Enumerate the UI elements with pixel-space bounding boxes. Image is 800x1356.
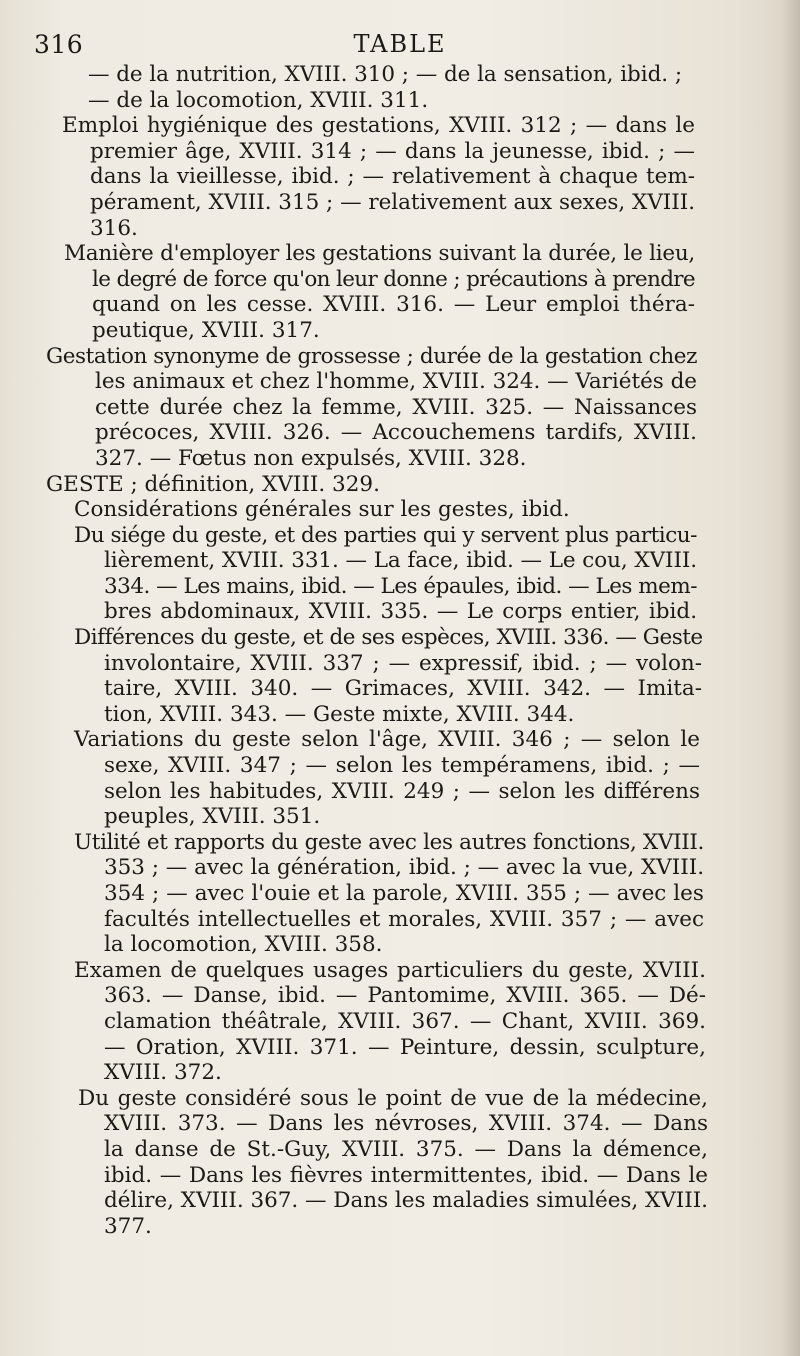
text-line-content: XVIII. 372. <box>104 1060 222 1086</box>
text-line <box>0 983 800 1009</box>
text-line-content: Variations du geste selon l'âge, XVIII. 346 ; — selon le <box>74 727 701 753</box>
text-line <box>0 753 800 779</box>
text-line <box>0 62 800 88</box>
text-line <box>0 1035 800 1061</box>
text-line <box>0 830 800 856</box>
text-line-content: GESTE ; définition, XVIII. 329. <box>46 471 380 497</box>
text-line <box>0 344 800 370</box>
text-line <box>0 574 800 600</box>
text-line <box>0 958 800 984</box>
text-line-content: tion, XVIII. 343. — Geste mixte, XVIII. 344. <box>104 701 575 727</box>
text-line-content: 354 ; — avec l'ouie et la parole, XVIII. 355 ; — avec les <box>104 881 704 906</box>
text-line-content: Du siége du geste, et des parties qui y servent plus particu- <box>74 522 697 548</box>
text-line-content: le degré de force qu'on leur donne ; précautions à prendre <box>92 266 695 292</box>
text-line <box>0 420 800 446</box>
text-line <box>0 446 800 472</box>
text-line <box>0 1111 800 1137</box>
text-line <box>0 625 800 651</box>
text-line <box>0 523 800 549</box>
text-line-content: premier âge, XVIII. 314 ; — dans la jeunesse, ibid. ; — <box>90 138 696 164</box>
text-line-content: Emploi hygiénique des gestations, XVIII. 312 ; — dans le <box>62 113 695 139</box>
text-line <box>0 216 800 242</box>
text-line-content: la locomotion, XVIII. 358. <box>104 932 383 958</box>
text-line-content: ibid. — Dans les fièvres intermittentes, ibid. — Dans le <box>104 1162 708 1188</box>
page-title: TABLE <box>353 30 447 58</box>
text-line <box>0 702 800 728</box>
text-line-content: Considérations générales sur les gestes, ibid. <box>74 497 570 523</box>
text-line-content: Différences du geste, et de ses espèces, XVIII. 336. — Geste <box>74 625 703 651</box>
text-line <box>0 1137 800 1163</box>
text-line <box>0 113 800 139</box>
text-line-content: — Oration, XVIII. 371. — Peinture, dessin, sculpture, <box>104 1034 706 1060</box>
text-line <box>0 318 800 344</box>
text-line-content: Examen de quelques usages particuliers du geste, XVIII. <box>74 957 706 983</box>
text-line <box>0 779 800 805</box>
text-line <box>0 1009 800 1035</box>
text-line <box>0 676 800 702</box>
text-line <box>0 1188 800 1214</box>
text-line-content: 327. — Fœtus non expulsés, XVIII. 328. <box>95 445 527 471</box>
text-line-content: peutique, XVIII. 317. <box>92 317 320 343</box>
text-line-content: 377. <box>104 1213 152 1239</box>
text-line <box>0 1214 800 1240</box>
text-line <box>0 164 800 190</box>
text-line <box>0 727 800 753</box>
text-line-content: selon les habitudes, XVIII. 249 ; — selon les différens <box>104 778 700 804</box>
text-line-content: XVIII. 373. — Dans les névroses, XVIII. 374. — Dans <box>104 1111 709 1137</box>
text-line <box>0 292 800 318</box>
text-line <box>0 651 800 677</box>
text-line <box>0 932 800 958</box>
text-line-content: pérament, XVIII. 315 ; — relativement aux sexes, XVIII. <box>90 189 695 215</box>
text-line <box>0 139 800 165</box>
text-line-content: Manière d'employer les gestations suivant la durée, le lieu, <box>64 241 696 267</box>
text-line <box>0 241 800 267</box>
text-line <box>0 1086 800 1112</box>
text-line-content: délire, XVIII. 367. — Dans les maladies simulées, XVIII. <box>104 1188 708 1214</box>
text-line-content: cette durée chez la femme, XVIII. 325. — Naissances <box>95 394 698 420</box>
text-line-content: clamation théâtrale, XVIII. 367. — Chant, XVIII. 369. <box>104 1008 706 1034</box>
page-number: 316 <box>34 30 84 59</box>
text-line-content: 363. — Danse, ibid. — Pantomime, XVIII. 365. — Dé- <box>104 983 707 1009</box>
text-line-content: — de la locomotion, XVIII. 311. <box>88 87 429 113</box>
text-line <box>0 267 800 293</box>
text-line-content: bres abdominaux, XVIII. 335. — Le corps entier, ibid. <box>104 599 698 625</box>
text-line <box>0 497 800 523</box>
index-text <box>0 62 800 1239</box>
text-line-content: Du geste considéré sous le point de vue de la médecine, <box>78 1085 708 1111</box>
text-line <box>0 599 800 625</box>
text-line <box>0 907 800 933</box>
text-line-content: quand on les cesse. XVIII. 316. — Leur emploi théra- <box>92 292 695 318</box>
text-line-content: — de la nutrition, XVIII. 310 ; — de la sensation, ibid. ; <box>88 62 683 87</box>
text-line-content: facultés intellectuelles et morales, XVIII. 357 ; — avec <box>104 906 705 932</box>
text-line-content: 316. <box>90 215 138 241</box>
text-line <box>0 881 800 907</box>
text-line <box>0 804 800 830</box>
text-line-content: dans la vieillesse, ibid. ; — relativement à chaque tem- <box>90 164 695 190</box>
text-line-content: peuples, XVIII. 351. <box>104 804 321 830</box>
text-line <box>0 1060 800 1086</box>
text-line-content: sexe, XVIII. 347 ; — selon les tempéramens, ibid. ; — <box>104 753 700 779</box>
text-line-content: lièrement, XVIII. 331. — La face, ibid. — Le cou, XVIII. <box>104 548 698 574</box>
text-line <box>0 190 800 216</box>
text-line <box>0 395 800 421</box>
text-line-content: Gestation synonyme de grossesse ; durée de la gestation chez <box>46 343 697 369</box>
text-line-content: 334. — Les mains, ibid. — Les épaules, ibid. — Les mem- <box>104 573 698 599</box>
text-line <box>0 1163 800 1189</box>
text-line-content: la danse de St.-Guy, XVIII. 375. — Dans la démence, <box>104 1136 708 1162</box>
text-line <box>0 88 800 114</box>
text-line-content: taire, XVIII. 340. — Grimaces, XVIII. 342. — Imita- <box>104 676 702 702</box>
text-line <box>0 548 800 574</box>
text-line-content: précoces, XVIII. 326. — Accouchemens tardifs, XVIII. <box>95 420 697 446</box>
text-line-content: 353 ; — avec la génération, ibid. ; — avec la vue, XVIII. <box>104 855 705 881</box>
text-line-content: Utilité et rapports du geste avec les autres fonctions, XVIII. <box>74 829 704 855</box>
text-line-content: les animaux et chez l'homme, XVIII. 324. — Variétés de <box>95 369 697 395</box>
text-line <box>0 855 800 881</box>
text-line-content: involontaire, XVIII. 337 ; — expressif, ibid. ; — volon- <box>104 650 702 676</box>
text-line <box>0 472 800 498</box>
text-line <box>0 369 800 395</box>
